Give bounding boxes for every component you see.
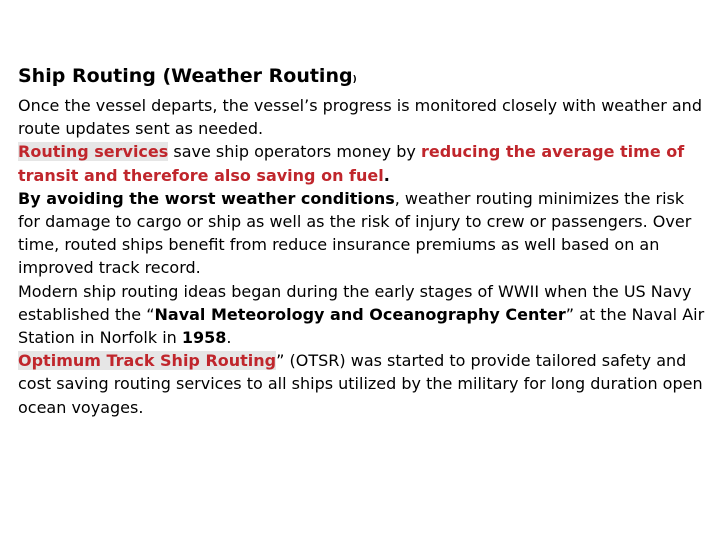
weather-avoidance-text: , weather routing minimizes the risk for damage to cargo or ship as well as the risk of injury to crew or passengers. Over time, routed ships benefit from reduce insurance premiums as well based on an improved track record. (18, 188, 692, 278)
routing-services-end: . (383, 165, 390, 185)
history-end: . (226, 328, 232, 348)
otsr-emphasis: Optimum Track Ship Routing (18, 351, 277, 371)
routing-services-emphasis: Routing services (18, 142, 169, 162)
paragraph-otsr (18, 349, 708, 419)
routing-services-middle: save ship operators money by (168, 142, 421, 162)
fuel-saving-emphasis: reducing the average time of transit and therefore also saving on fuel (18, 142, 685, 185)
title-text: Ship Routing (Weather Routing (18, 65, 353, 87)
body-text (18, 94, 708, 419)
weather-avoidance-emphasis: By avoiding the worst weather conditions (18, 188, 395, 208)
paragraph-weather-avoidance (18, 187, 708, 280)
naval-center-name: Naval Meteorology and Oceanography Center (154, 304, 566, 324)
paragraph-history (18, 280, 708, 350)
history-start: Modern ship routing ideas began during the early stages of WWII when the US Navy established the “ (18, 281, 692, 324)
history-middle: ” at the Naval Air Station in Norfolk in (18, 304, 705, 348)
history-year: 1958 (181, 328, 227, 348)
title-closing-paren: ) (352, 75, 357, 85)
paragraph-monitoring (18, 94, 708, 140)
paragraph-routing-services (18, 140, 708, 186)
slide-title (18, 62, 708, 94)
paragraph-monitoring-text: Once the vessel departs, the vessel’s progress is monitored closely with weather and route updates sent as needed. (18, 96, 702, 139)
otsr-text: ” (OTSR) was started to provide tailored safety and cost saving routing services to all ships utilized by the military for long duration open ocean voyages. (18, 351, 703, 417)
slide-content (18, 62, 708, 419)
